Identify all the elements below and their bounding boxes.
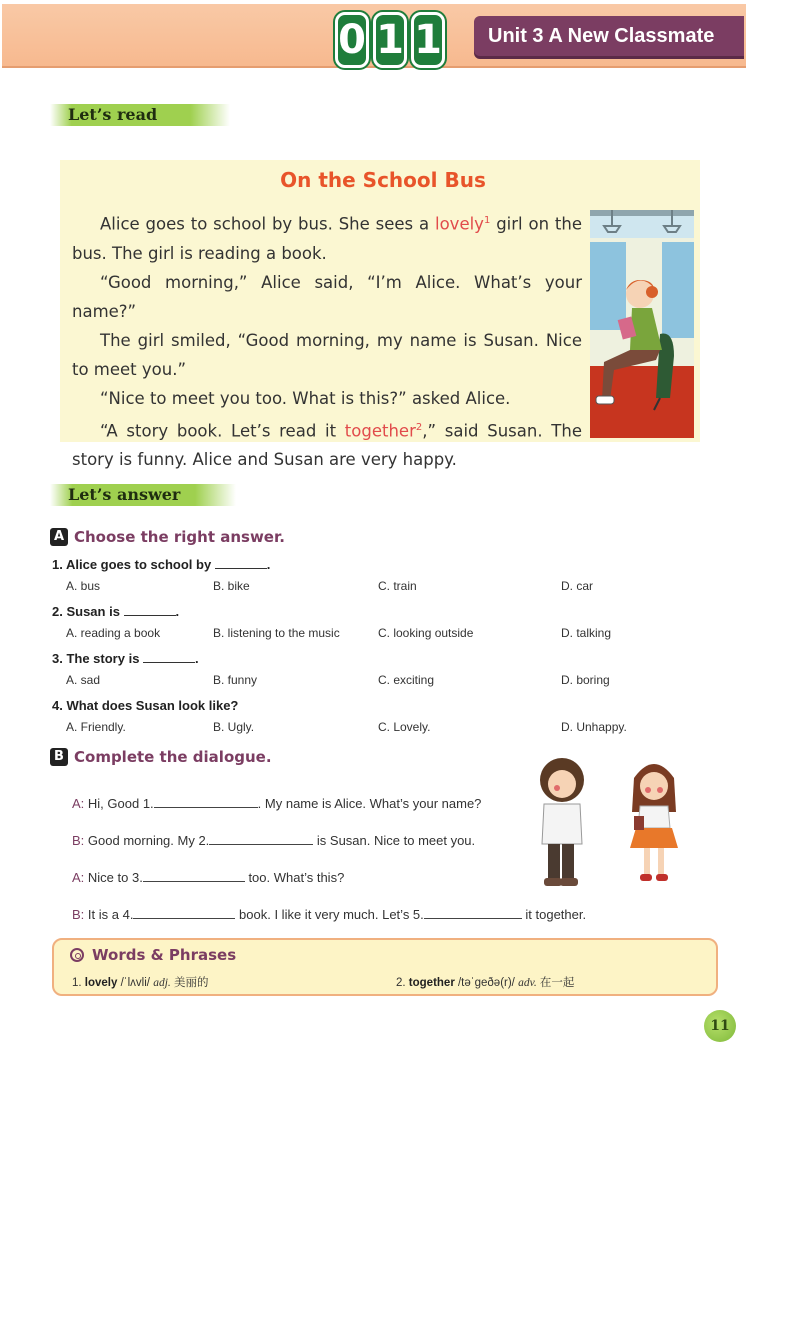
reading-title: On the School Bus: [280, 168, 486, 192]
option[interactable]: A. sad: [66, 673, 101, 687]
vocab-word: lovely: [435, 214, 484, 234]
dialogue-line: A: Nice to 3. too. What’s this?: [72, 870, 345, 885]
option[interactable]: B. bike: [213, 579, 250, 593]
reading-paragraph: The girl smiled, “Good morning, my name is Susan. Nice to meet you.”: [72, 330, 582, 379]
dialogue-line: B: It is a 4. book. I like it very much. Let’s 5. it together.: [72, 907, 587, 922]
reading-paragraph: Alice goes to school by bus. She sees a lovely$^1$ girl on the bus. The girl is reading a book.: [72, 214, 582, 263]
option[interactable]: C. looking outside: [378, 626, 474, 640]
part-b-heading: [50, 748, 272, 766]
vocab-entry: 2. together /təˈɡeðə(r)/ adv. 在一起: [396, 977, 575, 989]
part-b-title: Complete the dialogue.: [74, 748, 272, 766]
dialogue-blank[interactable]: [209, 833, 313, 845]
option[interactable]: C. Lovely.: [378, 720, 431, 734]
question-stem: 1. Alice goes to school by .: [52, 557, 271, 572]
part-letter-badge: A: [50, 528, 68, 546]
target-icon: [70, 948, 84, 962]
vocab-word: together: [344, 421, 416, 440]
option[interactable]: D. boring: [561, 673, 610, 687]
option[interactable]: D. talking: [561, 626, 612, 640]
page-number: 11: [704, 1010, 736, 1042]
part-letter-badge: B: [50, 748, 68, 766]
option[interactable]: D. car: [561, 579, 594, 593]
dialogue-blank[interactable]: [133, 907, 235, 919]
reading-text: [72, 206, 582, 474]
dialogue-line: B: Good morning. My 2. is Susan. Nice to meet you.: [72, 833, 476, 848]
part-a-title: Choose the right answer.: [74, 528, 285, 546]
option[interactable]: A. bus: [66, 579, 101, 593]
vocab-headword: together: [408, 977, 455, 989]
kids-illustration: [530, 756, 690, 890]
speaker-label: B:: [72, 833, 85, 848]
option[interactable]: A. reading a book: [66, 626, 161, 640]
lesson-number: [330, 12, 450, 74]
lesson-digit: 0: [335, 12, 369, 68]
answer-blank[interactable]: [215, 557, 267, 569]
reading-paragraph: “Nice to meet you too. What is this?” asked Alice.: [100, 388, 511, 408]
speaker-label: B:: [72, 907, 85, 922]
lesson-digit: 1: [411, 12, 445, 68]
dialogue-line: A: Hi, Good 1. . My name is Alice. What’s your name?: [72, 796, 482, 811]
dialogue-blank[interactable]: [424, 907, 522, 919]
unit-title: Unit 3 A New Classmate: [474, 16, 744, 56]
option[interactable]: B. Ugly.: [213, 720, 255, 734]
vocab-entry: 1. lovely /ˈlʌvli/ adj. 美丽的: [72, 977, 209, 989]
reading-paragraph: “Good morning,” Alice said, “I’m Alice. What’s your name?”: [72, 272, 582, 321]
words-phrases-title: Words & Phrases: [92, 946, 237, 964]
question-stem: 2. Susan is .: [52, 604, 180, 619]
option[interactable]: A. Friendly.: [66, 720, 126, 734]
part-a-heading: [50, 528, 285, 546]
option[interactable]: C. exciting: [378, 673, 435, 687]
option[interactable]: C. train: [378, 579, 417, 593]
answer-blank[interactable]: [143, 651, 195, 663]
option[interactable]: B. funny: [213, 673, 258, 687]
question-stem: 3. The story is .: [52, 651, 199, 666]
lets-answer-banner: Let’s answer: [50, 484, 236, 506]
question-stem: 4. What does Susan look like?: [52, 698, 239, 713]
option[interactable]: B. listening to the music: [213, 626, 340, 640]
dialogue-blank[interactable]: [154, 796, 258, 808]
reading-paragraph: “A story book. Let’s read it together$^2$,” said Susan. The story is funny. Alice and Susan are very happy.: [72, 421, 582, 469]
bus-illustration: [590, 210, 694, 438]
speaker-label: A:: [72, 870, 85, 885]
lets-read-banner: Let’s read: [50, 104, 230, 126]
answer-blank[interactable]: [124, 604, 176, 616]
dialogue-blank[interactable]: [143, 870, 245, 882]
speaker-label: A:: [72, 796, 85, 811]
option[interactable]: D. Unhappy.: [561, 720, 627, 734]
lesson-digit: 1: [373, 12, 407, 68]
vocab-headword: lovely: [84, 977, 118, 989]
words-phrases-heading: [70, 946, 236, 964]
